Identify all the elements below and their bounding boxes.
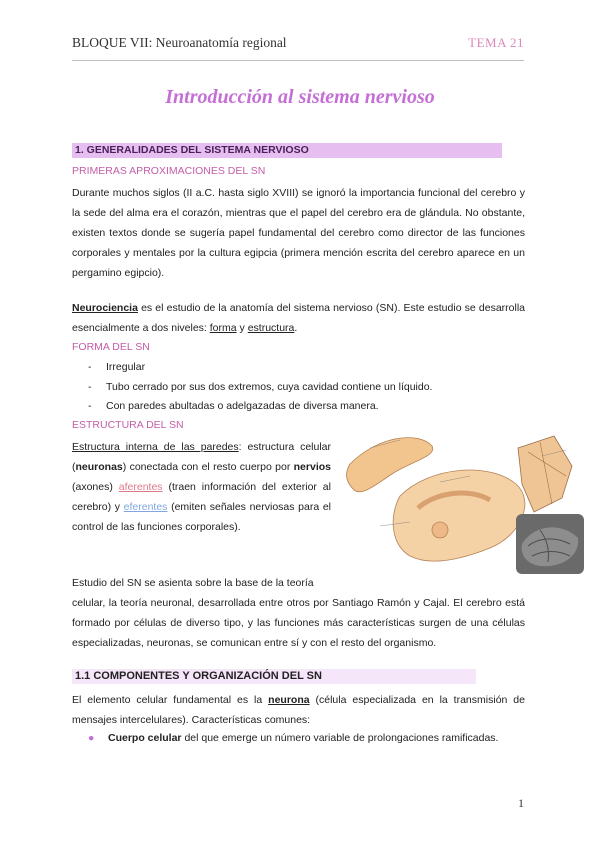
term-nervios: nervios: [293, 461, 331, 473]
header-title: BLOQUE VII: Neuroanatomía regional: [72, 35, 287, 50]
paragraph-text: (traen información del exterior al cerebro) y: [72, 481, 331, 513]
term-estructura: estructura: [247, 322, 295, 334]
paragraph-history: Durante muchos siglos (II a.C. hasta siglo XVIII) se ignoró la importancia funcional del cerebro y la sede del alma era el corazón, mientras que el papel del cerebro era de glándula. No obstante, existen textos donde se sugería papel fundamental del cerebro como director de las funciones corporales y mentales por la cultura egipcia (primera mención escrita del cerebro aparece en un pergamino egipcio).: [72, 187, 525, 279]
subheading-forma: FORMA DEL SN: [72, 341, 150, 353]
term-estructura-interna: Estructura interna de las paredes: [72, 441, 239, 453]
list-item-text: [108, 728, 498, 748]
list-item-text: Irregular: [106, 361, 146, 373]
paragraph-text: (axones): [72, 481, 119, 493]
forma-list: [88, 358, 432, 417]
paragraph-text: El elemento celular fundamental es la: [72, 694, 269, 706]
paragraph-text: ) conectada con el resto cuerpo por: [122, 461, 294, 473]
brain-illustration: [340, 426, 588, 578]
list-item-text: Con paredes abultadas o adelgazadas de diversa manera.: [106, 400, 379, 412]
paragraph-teoria: celular, la teoría neuronal, desarrollada entre otros por Santiago Ramón y Cajal. El cerebro está formado por células de diverso tipo, y las funciones más características surgen de una células especializadas, neuronas, se comunican entre sí y con el resto del organismo.: [72, 597, 525, 649]
list-item: [88, 728, 498, 748]
subheading-estructura: ESTRUCTURA DEL SN: [72, 419, 184, 431]
brain-development-figure: [340, 426, 588, 578]
term-neurona: neurona: [268, 694, 310, 706]
term-forma: forma: [209, 322, 237, 334]
term-neurociencia: Neurociencia: [72, 302, 138, 314]
list-item-text: Tubo cerrado por sus dos extremos, cuya cavidad contiene un líquido.: [106, 380, 433, 393]
term-neuronas: neuronas: [75, 461, 123, 473]
bullet-dot-icon: ●: [88, 732, 95, 744]
subheading-aproximaciones: PRIMERAS APROXIMACIONES DEL SN: [72, 165, 266, 177]
header-divider: [72, 60, 524, 61]
list-item: - Tubo cerrado por sus dos extremos, cuya cavidad contiene un líquido.: [88, 378, 432, 398]
term-cuerpo-celular: Cuerpo celular: [108, 732, 182, 744]
header-topic: TEMA 21: [468, 35, 524, 50]
paragraph-text: : estructura celular (: [72, 441, 331, 473]
paragraph-text: del que emerge un número variable de prolongaciones ramificadas.: [181, 732, 499, 744]
list-item: - Irregular: [88, 358, 432, 378]
section-heading-1-1: 1.1 COMPONENTES Y ORGANIZACIÓN DEL SN: [72, 669, 476, 684]
list-item: - Con paredes abultadas o adelgazadas de diversa manera.: [88, 397, 432, 417]
paragraph-estructura: [72, 437, 331, 537]
paragraph-text: .: [294, 322, 298, 334]
paragraph-text: (emiten señales nerviosas para el control de las funciones corporales).: [72, 501, 332, 533]
paragraph-teoria-line1: Estudio del SN se asienta sobre la base de la teoría: [72, 577, 314, 589]
paragraph-text: es el estudio de la anatomía del sistema nervioso (SN). Este estudio se desarrolla esencialmente a dos niveles:: [72, 302, 525, 334]
paragraph-neurona: [72, 690, 525, 730]
paragraph-text: y: [236, 322, 248, 334]
term-aferentes: aferentes: [118, 481, 163, 493]
page-title: Introducción al sistema nervioso: [165, 86, 435, 108]
page-number: 1: [518, 796, 524, 810]
term-eferentes: eferentes: [123, 501, 168, 513]
paragraph-text: (célula especializada en la transmisión de mensajes intercelulares). Características comunes:: [72, 694, 525, 726]
section-heading-1: 1. GENERALIDADES DEL SISTEMA NERVIOSO: [72, 143, 502, 158]
paragraph-neurociencia: [72, 298, 525, 338]
